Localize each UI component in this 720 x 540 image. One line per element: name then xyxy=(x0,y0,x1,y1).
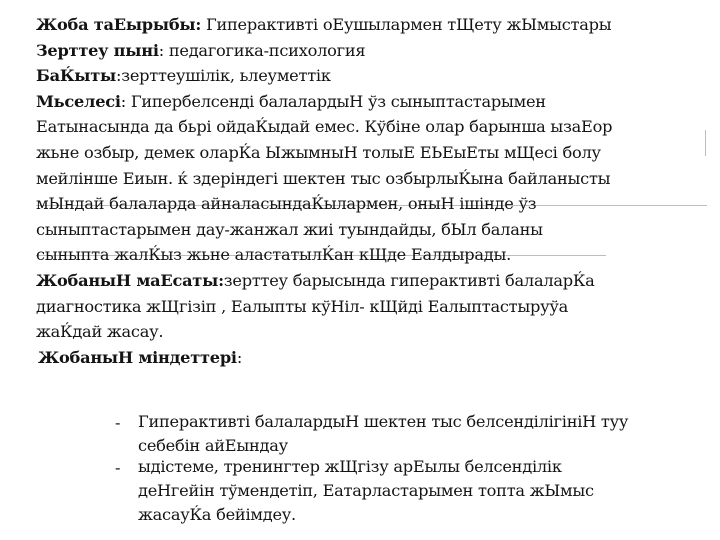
project-title-tail: ету жЫмыстары xyxy=(474,15,612,34)
method-line xyxy=(36,268,708,294)
tasks-heading-line xyxy=(36,345,708,371)
research-area-text: : педагогика-психология xyxy=(158,40,366,60)
problem-label: Мьселесі xyxy=(36,91,121,111)
task-text xyxy=(138,455,594,527)
problem-text: есі болу xyxy=(534,142,601,162)
task-line: Гиперактивті балалардыН шектен тыс белсенділігініН туу xyxy=(138,412,629,431)
task-line: жасауЌа бейімдеу. xyxy=(138,505,296,524)
bullet-dash: - xyxy=(115,458,121,477)
task-item xyxy=(115,410,715,458)
bullet-dash: - xyxy=(115,413,121,432)
problem-line: мЫндай балаларда айналасындаЌылармен, оныН ішінде ўз xyxy=(36,194,537,214)
method-line xyxy=(36,294,708,320)
method-label: ЖобаныН маЕсаты: xyxy=(36,270,224,290)
research-area-line xyxy=(36,38,708,64)
direction-text: :зерттеушілік, ьлеуметтік xyxy=(116,66,331,86)
project-title-label: Жоба таЕырыбы: xyxy=(36,15,202,34)
problem-text: жьне озбыр, демек оларЌа ЫжымныН толыЕ ЕЬЕыЕты мЩ xyxy=(36,142,535,162)
research-area-label: Зерттеу пыні xyxy=(36,40,159,60)
method-text: гізіп , Еалыпты кўНіл- кЩ xyxy=(179,296,398,316)
task-item xyxy=(115,455,715,527)
task-text xyxy=(138,410,628,458)
problem-text: : Гипербелсенді балалардыН ўз сыныптастарымен xyxy=(120,91,546,111)
task-line: деНгейін тўмендетіп, Еатарластарымен топта жЫмыс xyxy=(138,481,594,500)
method-text: зерттеу барысында гиперактивті балаларЌа xyxy=(223,270,595,290)
method-text: диагностика жЩ xyxy=(36,296,180,316)
task-line xyxy=(138,455,594,479)
direction-label: БаЌыты xyxy=(36,66,117,86)
problem-line: сыныптастарымен дау-жанжал жиі туындайды, бЫл баланы xyxy=(36,219,543,239)
problem-line xyxy=(36,242,708,268)
method-line: жаЌдай жасау. xyxy=(36,322,164,342)
problem-line xyxy=(36,140,708,166)
direction-line xyxy=(36,63,708,89)
task-text-part: гізу арЕылы белсенділік xyxy=(357,457,562,476)
project-title-text: Гиперактивті оЕушылармен тЩ xyxy=(201,15,475,34)
document-body xyxy=(36,12,708,370)
task-line: себебін айЕындау xyxy=(138,436,288,455)
problem-line: Еатынасында да бьрі ойдаЌыдай емес. Кўбіне олар барынша ызаЕор xyxy=(36,117,613,137)
tasks-heading-label: ЖобаныН міндеттері xyxy=(38,347,237,367)
problem-text: сыныпта жалЌыз жьне аластатылЌан кЩ xyxy=(36,245,387,265)
problem-text: де Еалдырады. xyxy=(386,245,511,265)
tasks-heading-colon: : xyxy=(236,347,243,367)
task-text-part: ыдістеме, тренингтер жЩ xyxy=(138,457,358,476)
problem-line xyxy=(36,89,708,115)
project-title-line xyxy=(36,12,708,38)
problem-line: мейлінше Еиын. ќ здеріндегі шектен тыс озбырлыЌына байланысты xyxy=(36,168,611,188)
method-text: йді Еалыптастыруўа xyxy=(397,296,569,316)
